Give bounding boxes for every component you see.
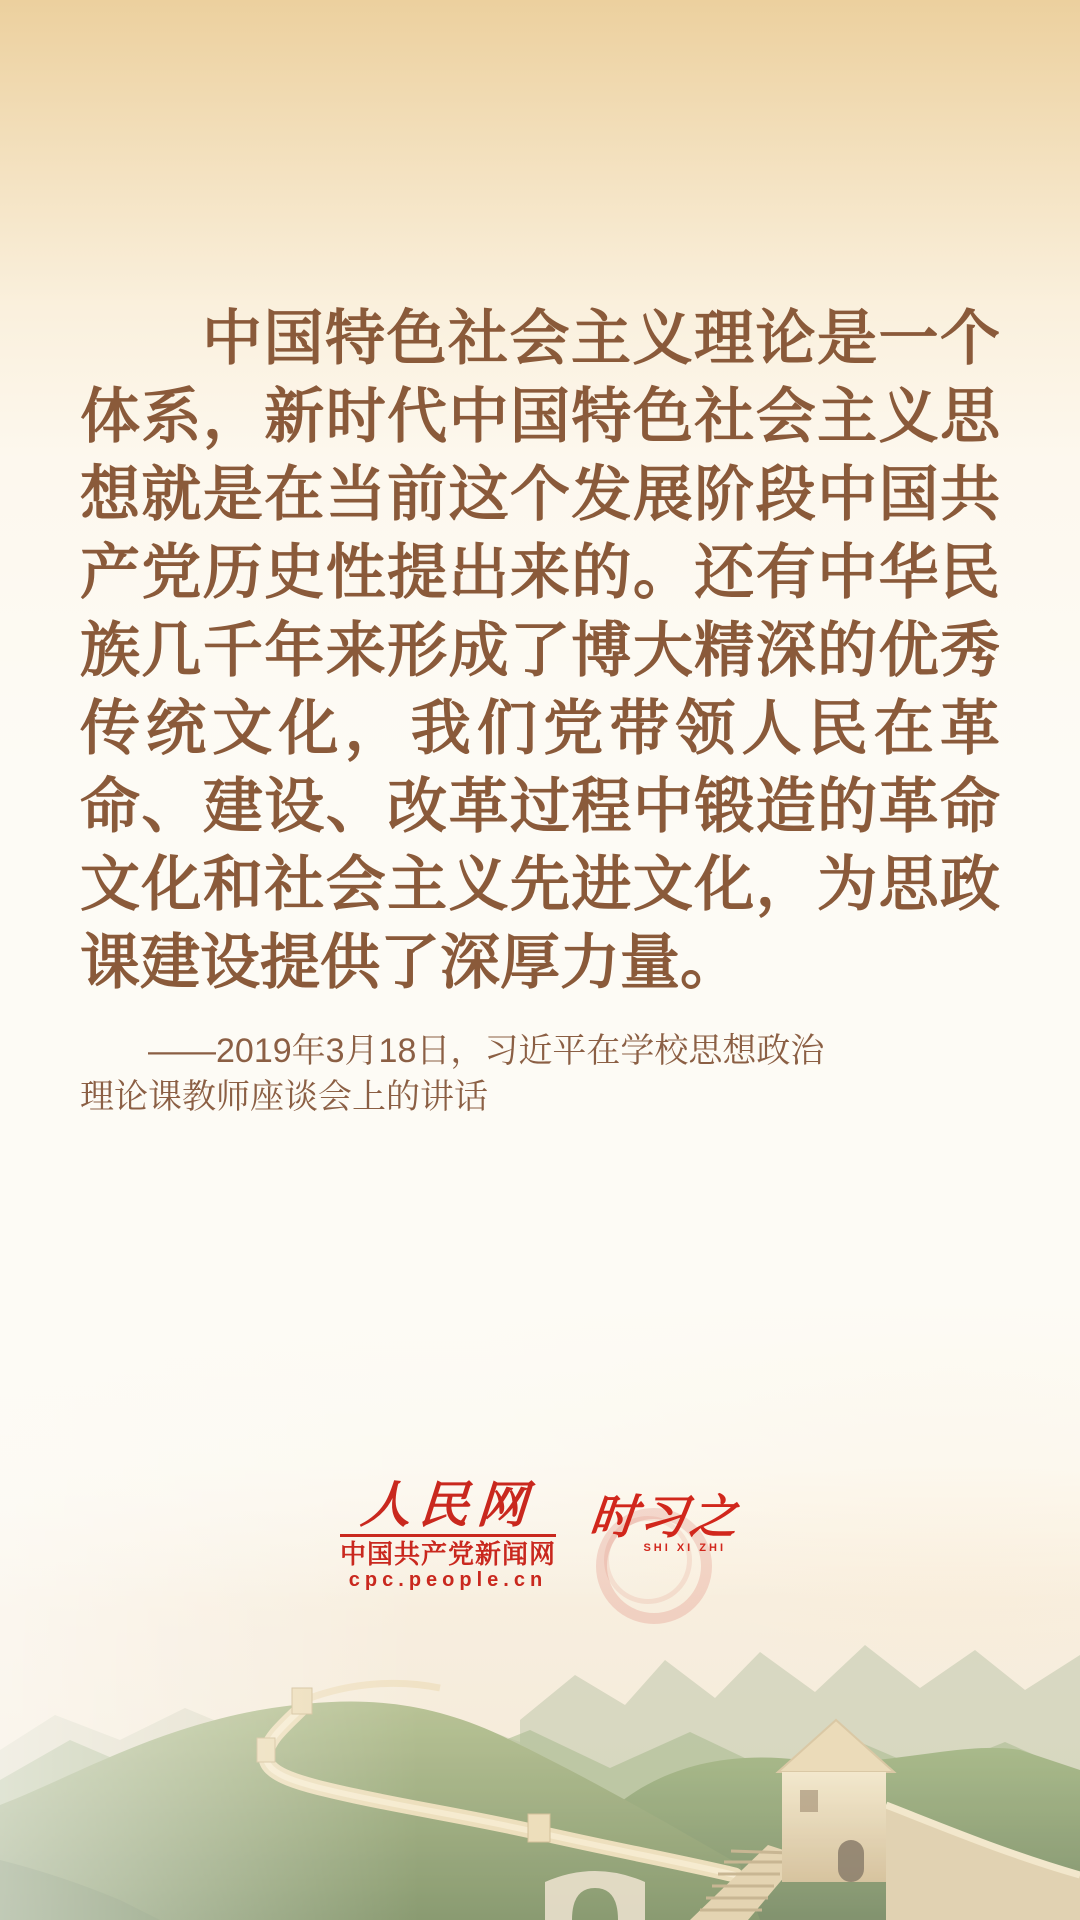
quote-attribution — [80, 1028, 1000, 1120]
quote-line: 传统文化，我们党带领人民在革 — [80, 695, 1000, 762]
cpc-news-site-label: 中国共产党新闻网 — [339, 1539, 556, 1569]
quote-line: 中国特色社会主义理论是一个 — [202, 305, 1000, 372]
quote-line: 族几千年来形成了博大精深的优秀 — [80, 617, 1000, 684]
peoples-daily-script-title: 人民网 — [359, 1477, 537, 1533]
attribution-line: 理论课教师座谈会上的讲话 — [80, 1078, 488, 1116]
quote-line: 文化和社会主义先进文化，为思政 — [80, 851, 1000, 918]
shixizhi-pinyin: SHI XI ZHI — [643, 1542, 726, 1554]
quote-text-block — [80, 300, 1000, 1002]
attribution-line: ——2019年3月18日，习近平在学校思想政治 — [148, 1032, 825, 1070]
quote-line: 想就是在当前这个发展阶段中国共 — [80, 461, 1000, 528]
shixizhi-title: 时习之 — [587, 1490, 743, 1543]
cpc-site-url-text: cpc.people.cn — [348, 1569, 548, 1591]
logo-row — [0, 1478, 1080, 1612]
quote-line: 产党历史性提出来的。还有中华民 — [80, 539, 1000, 606]
quote-line: 课建设提供了深厚力量。 — [80, 929, 740, 996]
peoples-daily-logo — [340, 1478, 556, 1592]
shixizhi-logo — [587, 1490, 743, 1612]
logo-divider-line — [340, 1534, 556, 1537]
quote-line: 体系，新时代中国特色社会主义思 — [80, 383, 1000, 450]
quote-line: 命、建设、改革过程中锻造的革命 — [80, 773, 1000, 840]
